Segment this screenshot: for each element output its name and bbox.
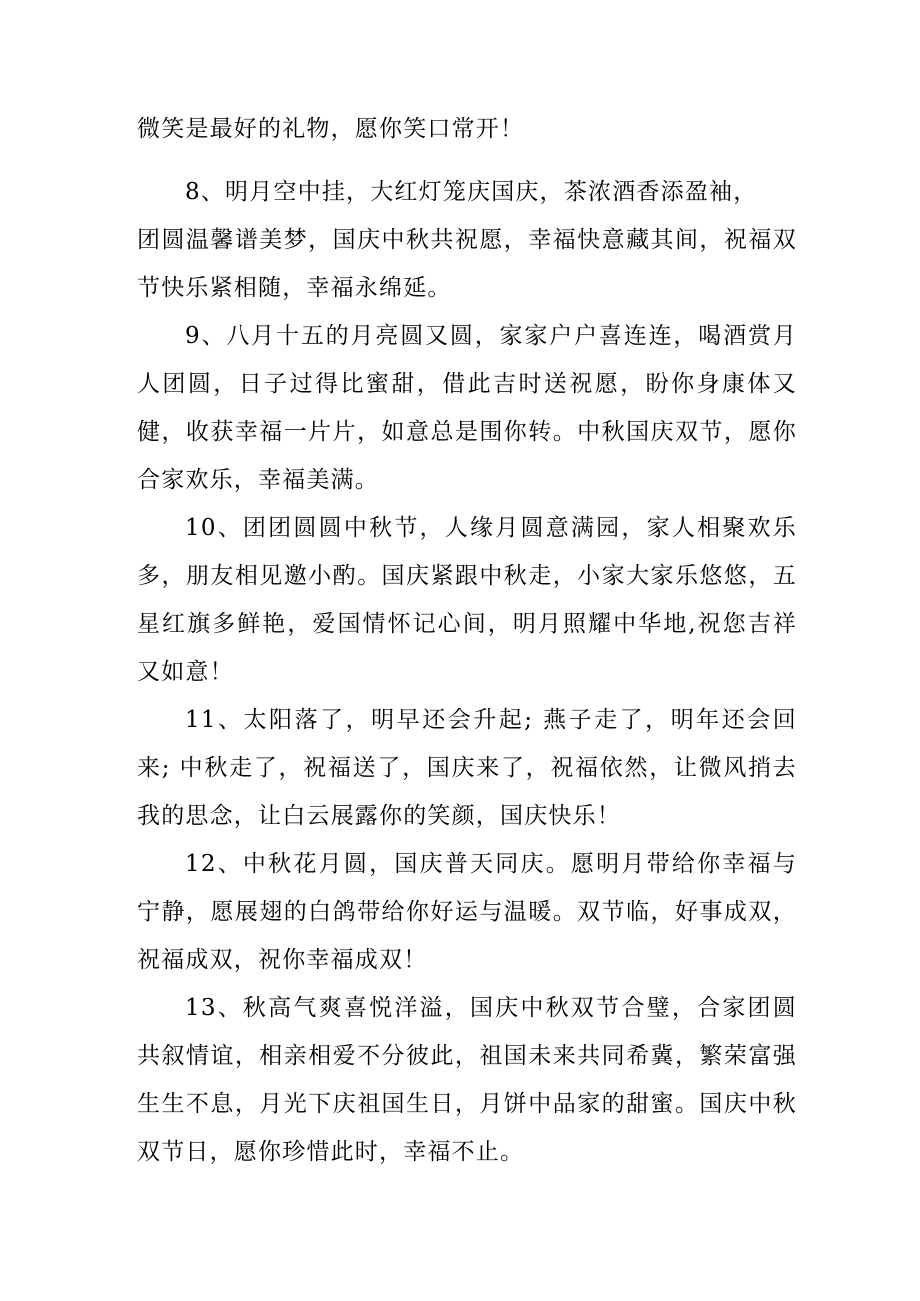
paragraph-item-8: 8、明月空中挂，大红灯笼庆国庆，茶浓酒香添盈袖， — [185, 179, 758, 205]
document-body — [137, 105, 797, 1176]
paragraph-item-11: 11、太阳落了，明早还会升起; 燕子走了，明年还会回来; 中秋走了，祝福送了，国庆来了，祝福依然，让微风捎去我的思念，让白云展露你的笑颜，国庆快乐！ — [137, 707, 797, 829]
paragraph-item-10: 10、团团圆圆中秋节，人缘月圆意满园，家人相聚欢乐多，朋友相见邀小酌。国庆紧跟中秋走，小家大家乐悠悠，五星红旗多鲜艳，爱国情怀记心间，明月照耀中华地,祝您吉祥又如意！ — [137, 515, 797, 685]
paragraph-item-8-continued: 团圆温馨谱美梦，国庆中秋共祝愿，幸福快意藏其间，祝福双节快乐紧相随，幸福永绵延。 — [137, 227, 797, 301]
paragraph-item-12: 12、中秋花月圆，国庆普天同庆。愿明月带给你幸福与宁静，愿展翅的白鸽带给你好运与温暖。双节临，好事成双，祝福成双，祝你幸福成双！ — [137, 851, 797, 973]
paragraph-continuation: 微笑是最好的礼物，愿你笑口常开！ — [137, 116, 525, 142]
paragraph-item-13: 13、秋高气爽喜悦洋溢，国庆中秋双节合璧，合家团圆共叙情谊，相亲相爱不分彼此，祖国未来共同希冀，繁荣富强生生不息，月光下庆祖国生日，月饼中品家的甜蜜。国庆中秋双节日，愿你珍惜此时，幸福不止。 — [137, 995, 797, 1165]
paragraph-item-9: 9、八月十五的月亮圆又圆，家家户户喜连连，喝酒赏月人团圆，日子过得比蜜甜，借此吉时送祝愿，盼你身康体又健，收获幸福一片片，如意总是围你转。中秋国庆双节，愿你合家欢乐，幸福美满。 — [137, 323, 797, 493]
